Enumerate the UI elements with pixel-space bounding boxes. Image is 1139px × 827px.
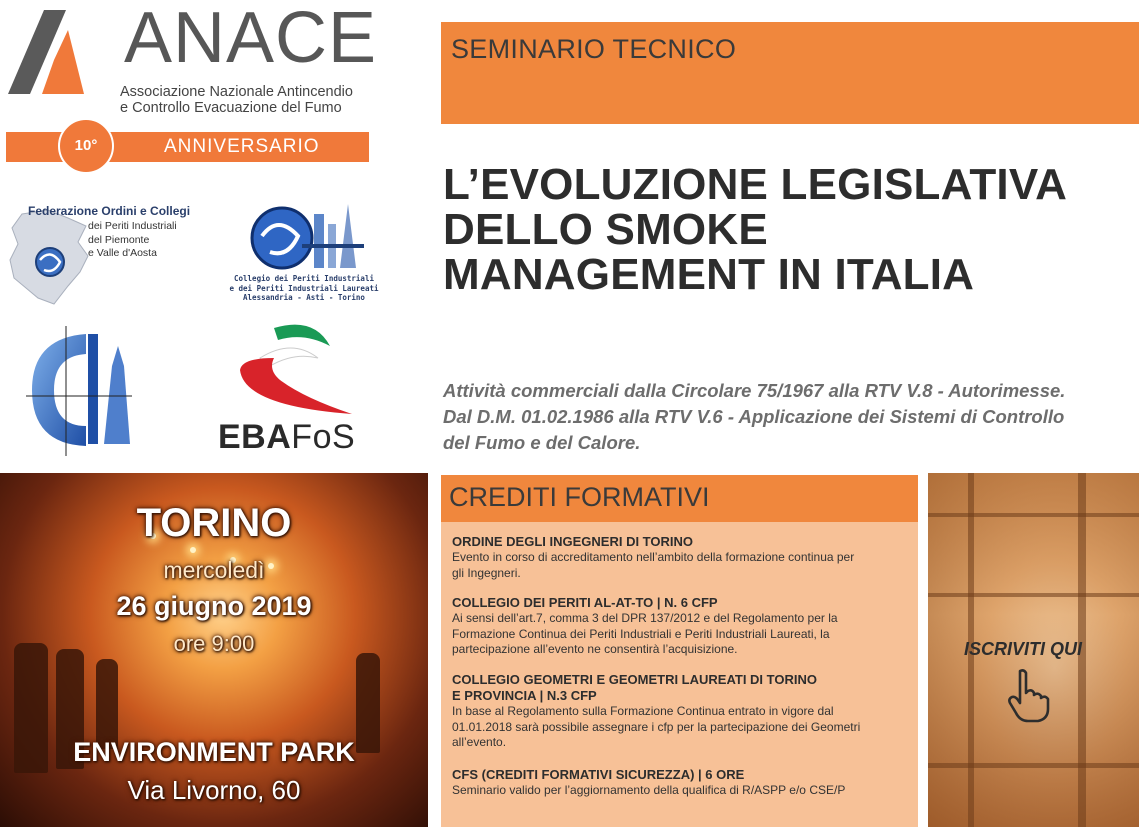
register-panel[interactable] bbox=[928, 473, 1139, 827]
anace-subtitle-line: e Controllo Evacuazione del Fumo bbox=[120, 100, 342, 116]
collegio-periti-logo bbox=[214, 200, 394, 305]
lamp-icon bbox=[190, 547, 196, 553]
ebafos-bold: EBA bbox=[218, 418, 292, 456]
credit-text-line: 01.01.2018 sarà possibile assegnare i cfp per la partecipazione dei Geometri bbox=[452, 719, 861, 734]
title-line: DELLO SMOKE bbox=[443, 205, 768, 254]
event-date: 26 giugno 2019 bbox=[116, 591, 312, 621]
collegio-periti-line: Alessandria - Asti - Torino bbox=[243, 293, 365, 302]
anniversary-badge: 10° bbox=[58, 118, 114, 174]
seminar-label: SEMINARIO TECNICO bbox=[451, 34, 737, 64]
anace-subtitle-line: Associazione Nazionale Antincendio bbox=[120, 84, 353, 100]
credit-text-line: Ai sensi dell’art.7, comma 3 del DPR 137/2012 e del Regolamento per la bbox=[452, 611, 838, 625]
credit-text bbox=[452, 611, 912, 658]
event-address: Via Livorno, 60 bbox=[127, 775, 301, 805]
credit-text bbox=[452, 550, 912, 581]
credit-title bbox=[452, 672, 912, 704]
credit-text bbox=[452, 704, 912, 751]
credits-header bbox=[441, 475, 918, 522]
event-day: mercoledì bbox=[163, 557, 265, 583]
credit-text-line: all’evento. bbox=[452, 735, 507, 749]
federazione-subtitle bbox=[88, 220, 177, 261]
credit-title-line: E PROVINCIA | N.3 CFP bbox=[452, 688, 597, 703]
seminar-header bbox=[441, 22, 1139, 124]
credit-text-line: In base al Regolamento sulla Formazione Continua entrato in vigore dal bbox=[452, 704, 834, 718]
credit-text-line: Formazione Continua dei Periti Industriali e Periti Industriali Laureati, la bbox=[452, 626, 830, 641]
collegio-periti-line: Collegio dei Periti Industriali bbox=[234, 274, 374, 283]
credit-text bbox=[452, 783, 912, 799]
page-subtitle bbox=[443, 378, 1133, 456]
credit-title-line: COLLEGIO GEOMETRI E GEOMETRI LAUREATI DI TORINO bbox=[452, 672, 817, 687]
pointing-hand-icon[interactable] bbox=[1002, 667, 1058, 723]
ebafos-wordmark bbox=[218, 418, 355, 457]
collegio-periti-line: e dei Periti Industriali Laureati bbox=[229, 283, 379, 293]
federazione-line: e Valle d'Aosta bbox=[88, 247, 157, 259]
federazione-line: del Piemonte bbox=[88, 233, 150, 246]
structure-beam bbox=[928, 763, 1139, 768]
anace-triangle-icon bbox=[8, 10, 108, 94]
collegio-periti-text bbox=[214, 274, 394, 303]
credit-title bbox=[452, 767, 912, 783]
credit-item bbox=[452, 534, 912, 581]
title-line: L’EVOLUZIONE LEGISLATIVA bbox=[443, 160, 1068, 209]
event-city: TORINO bbox=[136, 501, 292, 545]
title-line: MANAGEMENT IN ITALIA bbox=[443, 250, 975, 299]
collegio-geometri-logo-icon bbox=[26, 326, 132, 456]
event-venue: ENVIRONMENT PARK bbox=[73, 737, 355, 767]
subtitle-line: del Fumo e del Calore. bbox=[443, 432, 641, 453]
anace-subtitle bbox=[120, 84, 353, 116]
page-title bbox=[443, 162, 1139, 297]
credit-title bbox=[452, 534, 912, 550]
piemonte-map-icon bbox=[8, 208, 92, 308]
federazione-title: Federazione Ordini e Collegi bbox=[28, 204, 191, 218]
firefighter-silhouette bbox=[96, 659, 118, 749]
credit-title-line: ORDINE DEGLI INGEGNERI DI TORINO bbox=[452, 534, 694, 549]
credit-title-line: CFS (CREDITI FORMATIVI SICUREZZA) | 6 ORE bbox=[452, 767, 745, 782]
subtitle-line: Attività commerciali dalla Circolare 75/1967 alla RTV V.8 - Autorimesse. bbox=[443, 380, 1066, 401]
ebafos-logo bbox=[214, 318, 364, 458]
credit-item bbox=[452, 672, 912, 751]
federazione-logo bbox=[8, 198, 208, 310]
register-link[interactable]: ISCRIVITI QUI bbox=[964, 639, 1083, 659]
credit-title-line: COLLEGIO DEI PERITI AL-AT-TO | N. 6 CFP bbox=[452, 595, 718, 610]
ebafos-swoosh-icon bbox=[234, 318, 354, 418]
credit-item bbox=[452, 595, 912, 658]
event-time: ore 9:00 bbox=[173, 631, 255, 656]
anace-wordmark: ANACE bbox=[124, 0, 378, 78]
credit-item bbox=[452, 767, 912, 799]
event-info-panel bbox=[0, 473, 428, 827]
credit-text-line: Seminario valido per l’aggiornamento della qualifica di R/ASPP e/o CSE/P bbox=[452, 783, 846, 797]
structure-beam bbox=[928, 593, 1139, 597]
credits-heading: CREDITI FORMATIVI bbox=[449, 482, 710, 512]
structure-beam bbox=[928, 513, 1139, 517]
credit-text-line: partecipazione all’evento ne consentirà l’acquisizione. bbox=[452, 642, 738, 656]
credits-list bbox=[441, 522, 918, 827]
credit-title bbox=[452, 595, 912, 611]
anniversary-label: ANNIVERSARIO bbox=[164, 136, 320, 157]
credit-text-line: gli Ingegneri. bbox=[452, 565, 521, 580]
federazione-line: dei Periti Industriali bbox=[88, 220, 177, 232]
credit-text-line: Evento in corso di accreditamento nell’ambito della formazione continua per bbox=[452, 550, 855, 564]
subtitle-line: Dal D.M. 01.02.1986 alla RTV V.6 - Applicazione dei Sistemi di Controllo bbox=[443, 406, 1065, 427]
anace-logo bbox=[6, 0, 378, 164]
ebafos-regular: FoS bbox=[291, 418, 356, 456]
collegio-periti-emblem-icon bbox=[244, 200, 364, 272]
